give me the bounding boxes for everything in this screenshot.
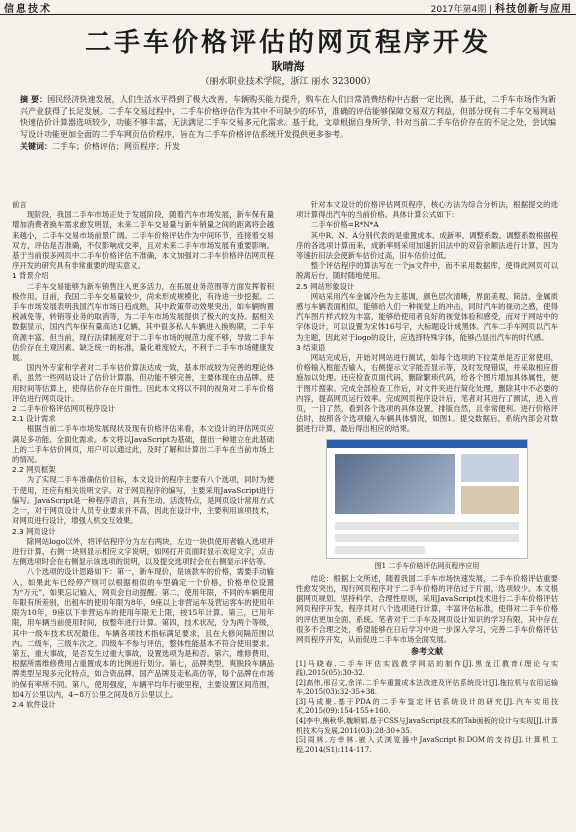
keywords [20, 141, 556, 153]
reference-item: [3]马成聚.基于PDA的二手车鉴定评估系统设计的研究[J].汽车实用技术,2015(09):154-155+160. [296, 697, 558, 716]
figure-form-row [335, 546, 425, 554]
keywords-text: 二手车；价格评估；网页程序；开发 [52, 142, 180, 151]
left-column [12, 200, 274, 710]
figure-header-bar [327, 440, 527, 448]
paragraph: 国内外专家和学者对二手车估价算法达成一致，基本形成较为完善的理论体系，虽然一些网站设计了估价计算器，但功能不够完善，主要体现在由品牌、使用时间等估算上，使得估价存在片面性。因此本文将以不同的视角对二手车价格评估进行网页设计。 [12, 363, 274, 403]
paragraph: 根据当前二手车市场发展现状及现有价格评估来看，本文设计的评估网页应满足多功能、全面化需求。本文将以JavaScript为基础，提出一种建立在此基础上的二手车估价网页，用户可以通过此，及时了解和计算出二手车在当前市场上的情况。 [12, 424, 274, 465]
paragraph: 除网站logo以外，将评估程序分为左右两块，左边一块供使用者输入选项并进行计算，右侧一块则显示相应文字说明，如网打开页面时显示欢迎文字，点击左侧选项时会在右侧显示该选项的说明，以及提交选项时会在右侧显示评估等。 [12, 536, 274, 567]
issue-info: 2017年第4期 | 科技创新与应用 [430, 4, 572, 15]
section-heading: 2.4 软件设计 [12, 699, 56, 709]
paragraph: 针对本文设计的价格评估网页程序，核心方法为综合分析法，根据提交的选项计算得出汽车的当前价格。具体计算公式如下： [296, 200, 558, 220]
affiliation: （丽水职业技术学院，浙江 丽水 323000） [200, 77, 376, 87]
paragraph: 整个评估程序的算法写在一个js文件中，而不采用数据库，使得此网页可以脱离后台，随时随地使用。 [296, 261, 558, 281]
paragraph: 结论：根据上文所述，随着我国二手车市场快速发展，二手车价格评估重要性愈发突出，现行网页程序对于二手车价格的评估过于片面，选项较少。本文根据网页规划、坚持科学、合理性原则，采用JavaScript技术进行二手车价格评估网页程序开发，程序共对八个选项进行计算，丰富评估标准，使得对二手车价格的评估更加全面、系统。笔者对于二手车及网页设计知识的学习有限，其中存在很多不合理之处，希望能够在日后学习中进一步深入学习，完善二手车价格评估网页程序开发，从而促进二手车市场全面发展。 [296, 573, 558, 645]
abstract-label: 摘 要： [20, 95, 48, 104]
abstract-text: 国民经济快速发展，人们生活水平得到了极大改善，车辆购买能力提升，购车在人们日常消费结构中占据一定比例，基于此，二手车市场作为新兴产业获得了长足发展。二手车交易过程中，二手车价格评估作为其中不可缺少的环节，准确的评估能够保障交易双方利益，但部分现有二手车交易网站快速估价计算器选项较少，功能不够丰富，无法满足二手车交易多元化需求。基于此，文章根据自身所学，针对当前二手车估价存在的不足之处，尝试编写设计功能更加全面的二手车网页估价程序，旨在为二手车价格评估系统开发提供更多参考。 [20, 95, 556, 139]
references-list [296, 660, 558, 756]
figure-caption: 图1 二手车价格评估网页程序应用 [374, 561, 480, 570]
section-heading: 2.5 网站形象设计 [296, 281, 355, 291]
paragraph: 八个选项的设计思路如下：第一，新车现价，是该款车的价格，需要手动输入，如果此车已经停产则可以根据相似的车型确定一个价格，价格单位设置为“万元”，如果忘记输入，网页会自动提醒。第二，使用年限，不同的车辆使用年限有所差别，出租车的使用年限为8年，9座以上非营运车及营运客车的使用年限为10年，9座以下非营运车的使用年限无上限，按15年计算。第三，已用年限，用车辆当前使用时间，按整年进行计算。第四，技术状况，分为两个等级，其中一级车技术状况最佳。车辆各项技术指标满足要求，且在大修间隔范围以内。二级车，三级车次之。四级车不参与评估，整体性能基本不符合使用要求。第五，重大事故，是否发生过重大事故，设置选项为是和否。第六，维修费用，根据所需维修费用占重置成本的比例进行划分。第七，品牌类型，爽脱段车辆品牌类型呈现多元化特点，如合资品牌、国产品牌及走私高仿等，每个品牌在市场的保有率所不同。第八，使用强度，车辆平均年行驶里程，主要设置区间范围，如4万公里以内，4~8万公里之间及8万公里以上。 [12, 567, 274, 699]
figure-form-row [335, 522, 519, 530]
keywords-label: 关键词： [20, 142, 52, 151]
reference-item: [2]高伟,邢召文,余洋.二手车重置成本法改进及评估系统设计[J].拖拉机与农用运输车,2015(03):32-35+38. [296, 678, 558, 697]
page-title: 二手车价格评估的网页程序开发 [84, 28, 491, 58]
paragraph: 二手车交易能够为新车销售注入更多活力，在拓展业务范围等方面发挥着积极作用。目前，我国二手车交易量较少，尚未形成规模化，有待进一步挖掘。二手车市场发展表明我国汽车市场日趋成熟，其中政策带动效果突出，如车辆购置税减免等，转销等业务的取消等，为二手车市场发展提供了极大的支持。据相关数据显示，国内汽车保有量高达1亿辆，其中很多私人车辆进入换购期，二手车资源丰富。但当前，现行法律制度对于二手车市场的规范力度不够，导致二手车估价存在主观因素、缺乏统一的标准，量化难度较大，不利于二手车市场健康发展。 [12, 281, 274, 363]
section-heading: 2.3 网页设计 [12, 526, 56, 536]
figure-screenshot [326, 439, 528, 559]
reference-item: [5]周林,方幸林.嵌入式浏览器中JavaScript和DOM的支持[J].计算机工程,2014(S1):114-117. [296, 736, 558, 754]
abstract [20, 94, 556, 153]
paragraph: 为了实现二手车准确估价目标，本文设计的程序主要有八个选项，同时为便于使用，还应有相关说明文字。对于网页程序的编写，主要采用JavaScript进行编写。JavaScript是一种程序语言，具有生动、活泼特点，是网页设计常用方式之一，对于网页设计人员专业要求并不高，因此在设计中，主要利用该项技术，对网页进行设计，增强人机交互效果。 [12, 475, 274, 526]
author: 耿晴海 [271, 60, 305, 73]
figure-thumb-1 [461, 454, 519, 482]
figure-car-image [335, 454, 455, 514]
section-label: 科技创新与应用 [495, 4, 572, 15]
reference-item: [1]马晓春.二手车评估实践教学网站的制作[J].黑龙江教育(理论与实践),2015(05):30-32. [296, 659, 558, 678]
paragraph: 现阶段，我国二手车市场正处于发展阶段，随着汽车市场发展，新车保有量增加消费者换车需求愈发明显，未来二手车交易量与新车销量之间的距离将会越来越小，二手车交易市场前景广阔。二手车价格评估作为中间环节，连接着交易双方，评估是否准确，不仅影响成交率，且对未来二手车市场发展有重要影响。基于当前很多网页中二手车价格评估不准确，本文加强对二手车价格评估网页程序开发的研究具有非常重要的现实意义。 [12, 210, 274, 271]
journal-name: 信息技术 [4, 4, 52, 15]
figure-thumb-2 [461, 486, 519, 514]
running-header [0, 0, 576, 15]
references-title: 参考文献 [411, 647, 443, 657]
paragraph: 二手车价格=R*N*A [310, 220, 379, 230]
section-heading: 1 背景介绍 [12, 271, 49, 281]
right-column [296, 200, 558, 755]
conclusion [296, 574, 558, 645]
issue-label: 2017年第4期 [430, 5, 487, 15]
paragraph: 网站完成后，开始对网站进行测试，如每个选项的下拉菜单是否正常使用，价格输入框能否输入，右侧提示文字能否显示等，及时发现错误，并采取相应措施加以处理。还应检查页面代码，删除繁琐代码，给各个图片增加具体属性，便于图片搜索。完成全部检查工作后，对文件夹进行简化处理，删除其中不必要的内容，提高网页运行效率。完成网页程序设计后，笔者对其进行了测试，进入首页，一目了然，看到各个选项的具体设置，排版自然，且非常便利。进行价格评估时，按照各个选项输入车辆具体情况，如图1。提交数据后，系统内部会对数据进行计算，最后得出相应的结果。 [296, 353, 558, 434]
reference-item: [4]李中,熊秋华,魏顺娟.基于CSS与JavaScript技术的Tab面板的设计与实现[J].计算机技术与发展,2011(03):28-30+35. [296, 717, 558, 735]
paragraph: 网站采用汽车金属冷色为主基调，颜色层次清晰，界面美观、简洁。金属质感与车辆表面相似，能够给人们一种视觉上的冲击，同时汽车的视动之感，使得汽车图片样式较为丰富，能够给使用者良好的视觉体验和感受，而对于网站中的字体设计，可以设置为宋体16号字，大标题设计成黑体。汽车二手车网页以汽车为主题，因此对于logo的设计，应选择特殊字体，能够凸显出汽车的时代感。 [296, 291, 558, 342]
section-heading: 2.1 设计需求 [12, 414, 56, 424]
section-heading: 3 结束语 [296, 342, 326, 352]
section-heading: 前言 [12, 200, 27, 209]
figure-form-row [335, 534, 519, 542]
right-column-body [296, 200, 558, 435]
section-heading: 2 二手车价格评估网页程序设计 [12, 404, 116, 414]
paragraph: 其中R、N、A分别代表的是重置成本、成新率、调整系数。调整系数根据程序的各选项计算而来，成新率则采用加速折旧法中的双倍余额法进行计算，因为等速折旧法会使新车估价过高，旧车估价过低。 [296, 230, 558, 261]
section-heading: 2.2 网页框架 [12, 465, 56, 475]
